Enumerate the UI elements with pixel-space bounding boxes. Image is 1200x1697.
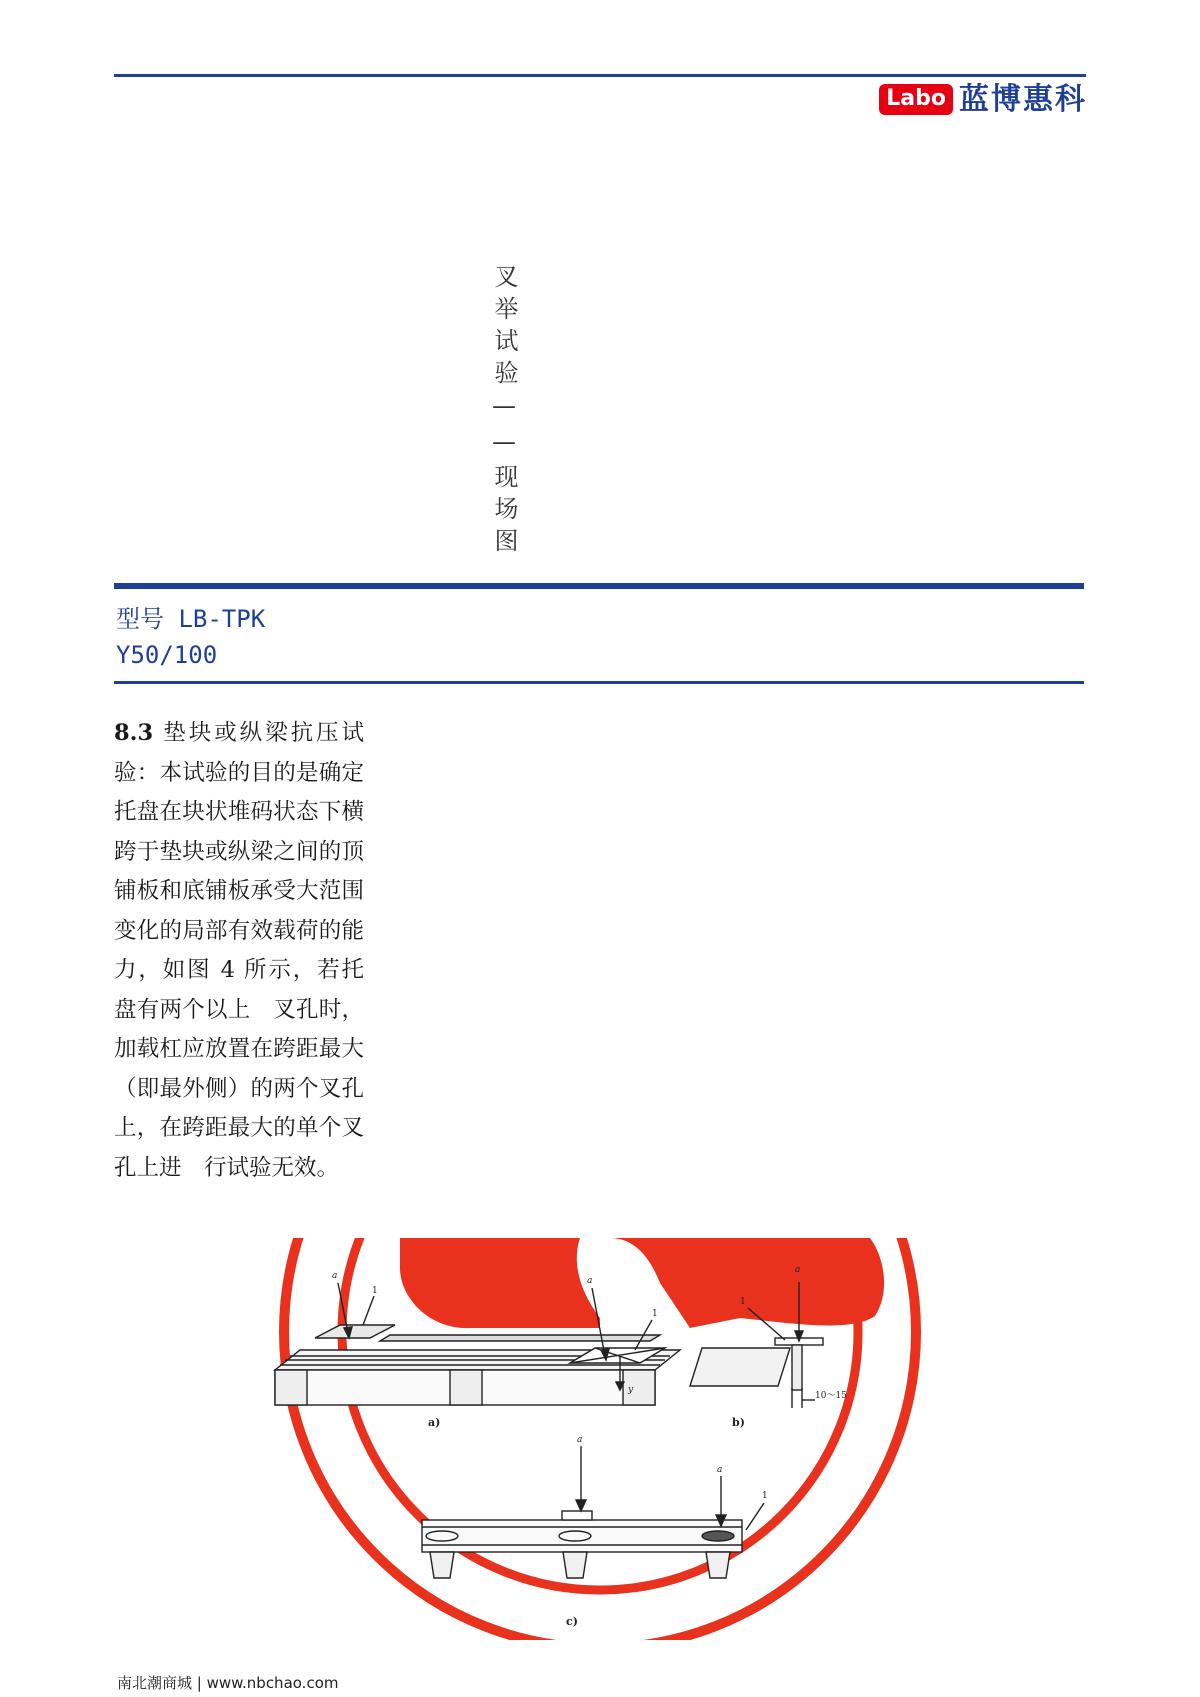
fig-a-force-label: a — [332, 1271, 338, 1281]
panel-c-label: c) — [566, 1615, 578, 1628]
fig-a-force-label-2: a — [587, 1276, 593, 1286]
fig-a-deflection-label: y — [628, 1385, 634, 1395]
model-label: 型号 LB-TPKY50/100 — [116, 605, 266, 669]
logo-box: Labo — [879, 84, 953, 115]
fig-b-dimension-label: 10～15 — [815, 1391, 847, 1401]
section-number: 8.3 — [114, 720, 154, 746]
section-text: 垫块或纵梁抗压试验：本试验的目的是确定托盘在块状堆码状态下横跨于垫块或纵梁之间的顶铺板和底铺板承受大范围变化的局部有效载荷的能力，如图 4 所示，若托盘有两个以上 叉孔时，加载杠应放置在跨距最大（即最外侧）的两个叉孔上，在跨距最大的单个叉孔上进 行试验无效。 — [114, 720, 364, 1181]
panel-b-label: b) — [732, 1416, 745, 1429]
model-banner — [114, 583, 1084, 684]
fig-a-member-label: 1 — [372, 1286, 378, 1296]
fig-a-member-label-2: 1 — [652, 1309, 658, 1319]
section-paragraph — [114, 714, 364, 1188]
fig-b-member-label: 1 — [740, 1297, 746, 1307]
fig-c-force-label-2: a — [717, 1465, 723, 1475]
figure-4 — [270, 1238, 930, 1640]
watermark-logo — [284, 1238, 916, 1640]
logo-text: 蓝博惠科 — [959, 81, 1087, 117]
watermark-blob — [400, 1238, 884, 1328]
fig-c-force-label: a — [577, 1435, 583, 1445]
fig-c-member-label: 1 — [762, 1491, 768, 1501]
panel-a-label: a) — [428, 1416, 441, 1429]
vertical-title: 叉举试验——现场图 — [490, 264, 518, 560]
footer-text: 南北潮商城 | www.nbchao.com — [117, 1674, 339, 1692]
fig-b-force-label: a — [795, 1265, 801, 1275]
header-rule — [114, 74, 1086, 77]
brand-logo — [879, 81, 1087, 117]
